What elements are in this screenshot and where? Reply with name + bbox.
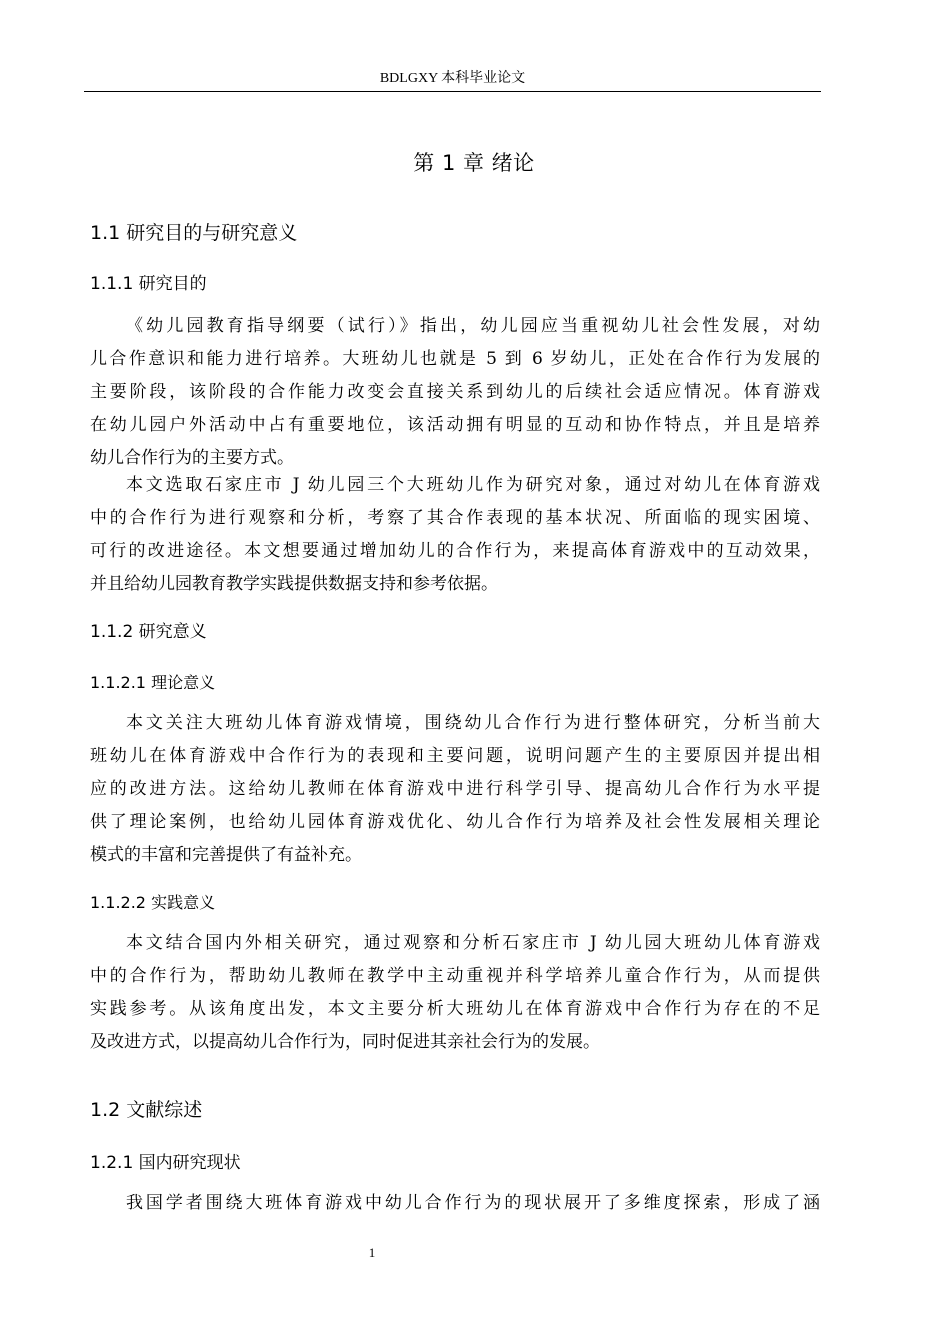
paragraph-line: 本文选取石家庄市 J 幼儿园三个大班幼儿作为研究对象，通过对幼儿在体育游戏 <box>126 475 820 495</box>
section-heading-1-1-2: 1.1.2 研究意义 <box>90 622 207 642</box>
paragraph-line: 中的合作行为进行观察和分析，考察了其合作表现的基本状况、所面临的现实困境、 <box>90 508 820 528</box>
paragraph-line: 在幼儿园户外活动中占有重要地位，该活动拥有明显的互动和协作特点，并且是培养 <box>90 415 820 435</box>
paragraph-line: 实践参考。从该角度出发，本文主要分析大班幼儿在体育游戏中合作行为存在的不足 <box>90 999 820 1019</box>
paragraph-line: 本文关注大班幼儿体育游戏情境，围绕幼儿合作行为进行整体研究，分析当前大 <box>126 713 820 733</box>
section-heading-1-1-1: 1.1.1 研究目的 <box>90 274 207 294</box>
chapter-title: 第 1 章 绪论 <box>413 151 535 175</box>
paragraph-line: 应的改进方法。这给幼儿教师在体育游戏中进行科学引导、提高幼儿合作行为水平提 <box>90 779 820 799</box>
section-heading-1-2: 1.2 文献综述 <box>90 1099 203 1121</box>
paragraph-domestic-research <box>90 1187 820 1220</box>
paragraph-line: 《幼儿园教育指导纲要（试行）》指出，幼儿园应当重视幼儿社会性发展，对幼 <box>126 316 820 336</box>
paragraph-research-purpose-1 <box>90 310 820 475</box>
paragraph-line: 班幼儿在体育游戏中合作行为的表现和主要问题，说明问题产生的主要原因并提出相 <box>90 746 820 766</box>
paragraph-line: 幼儿合作行为的主要方式。 <box>90 448 294 468</box>
paragraph-practical-significance <box>90 927 820 1059</box>
paragraph-line: 模式的丰富和完善提供了有益补充。 <box>90 845 362 865</box>
section-heading-1-1-2-2: 1.1.2.2 实践意义 <box>90 893 216 912</box>
paragraph-line: 及改进方式，以提高幼儿合作行为，同时促进其亲社会行为的发展。 <box>90 1032 600 1052</box>
paragraph-theoretical-significance <box>90 707 820 872</box>
running-header: BDLGXY 本科毕业论文 <box>379 71 526 86</box>
paragraph-line: 并且给幼儿园教育教学实践提供数据支持和参考依据。 <box>90 574 498 594</box>
paragraph-line: 本文结合国内外相关研究，通过观察和分析石家庄市 J 幼儿园大班幼儿体育游戏 <box>126 933 820 953</box>
paragraph-line: 供了理论案例，也给幼儿园体育游戏优化、幼儿合作行为培养及社会性发展相关理论 <box>90 812 820 832</box>
section-heading-1-2-1: 1.2.1 国内研究现状 <box>90 1153 241 1173</box>
section-heading-1-1: 1.1 研究目的与研究意义 <box>90 222 298 244</box>
paragraph-line: 中的合作行为，帮助幼儿教师在教学中主动重视并科学培养儿童合作行为，从而提供 <box>90 966 820 986</box>
paragraph-line: 可行的改进途径。本文想要通过增加幼儿的合作行为，来提高体育游戏中的互动效果， <box>90 541 820 561</box>
paragraph-line: 我国学者围绕大班体育游戏中幼儿合作行为的现状展开了多维度探索，形成了涵 <box>126 1193 820 1213</box>
section-heading-1-1-2-1: 1.1.2.1 理论意义 <box>90 673 216 692</box>
header-rule <box>84 91 821 92</box>
page-number: 1 <box>368 1245 376 1260</box>
paragraph-research-purpose-2 <box>90 469 820 601</box>
paragraph-line: 儿合作意识和能力进行培养。大班幼儿也就是 5 到 6 岁幼儿，正处在合作行为发展的 <box>90 349 820 369</box>
paragraph-line: 主要阶段，该阶段的合作能力改变会直接关系到幼儿的后续社会适应情况。体育游戏 <box>90 382 820 402</box>
